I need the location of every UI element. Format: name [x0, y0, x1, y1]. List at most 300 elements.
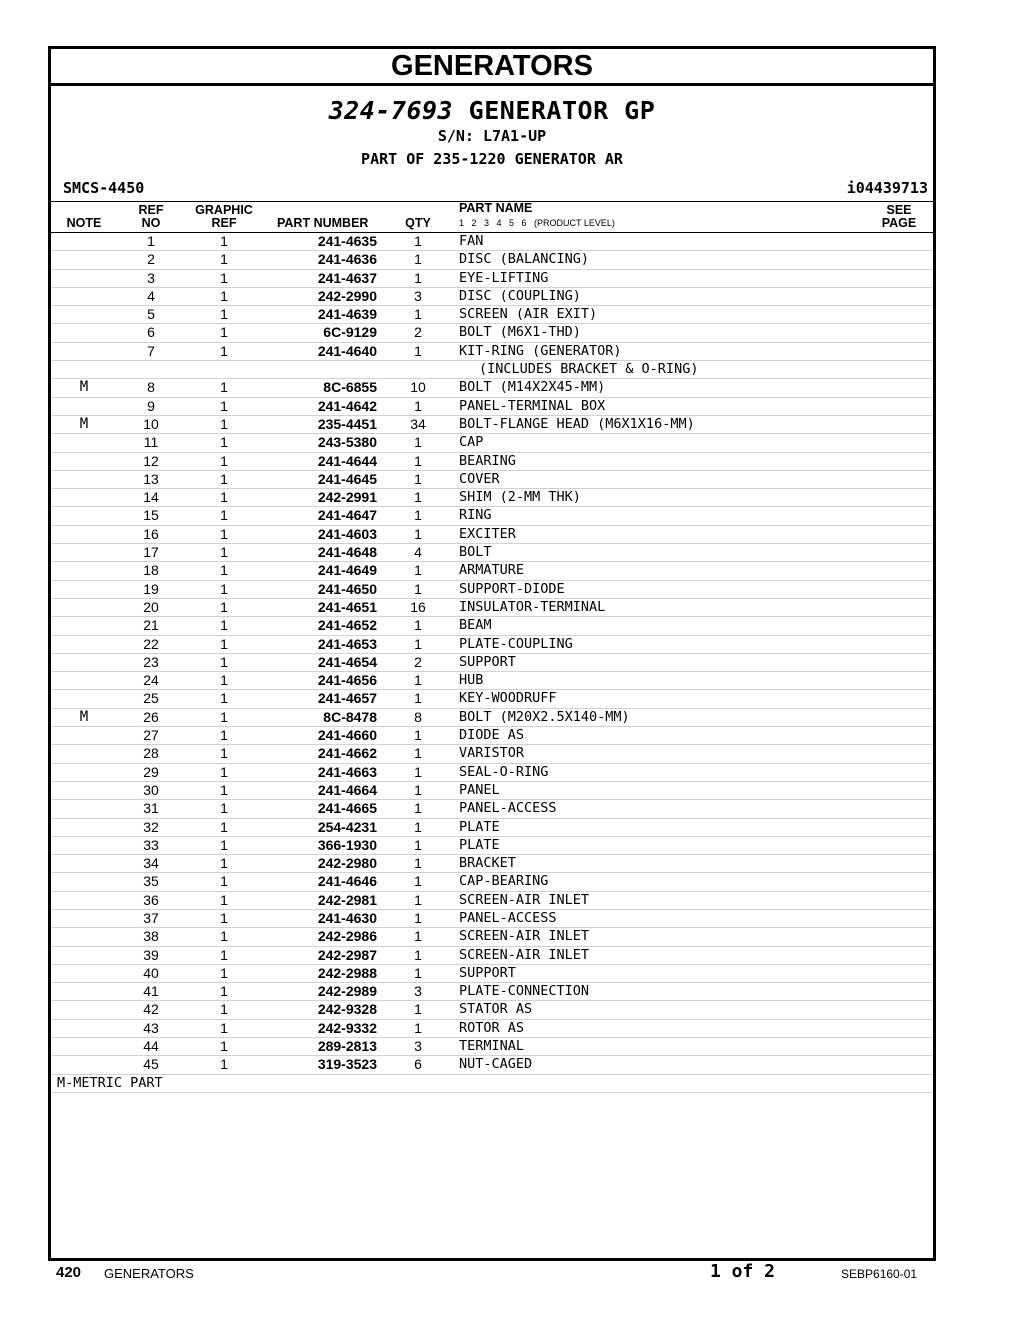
part-name-cell: KEY-WOODRUFF — [459, 690, 557, 707]
ref-no-cell: 41 — [143, 983, 159, 1000]
table-row — [51, 1038, 933, 1056]
part-number-cell: 241-4654 — [317, 653, 377, 670]
qty-cell: 1 — [414, 928, 422, 945]
part-name-cell: BOLT-FLANGE HEAD (M6X1X16-MM) — [459, 415, 695, 432]
qty-cell: 1 — [414, 580, 422, 597]
ref-no-cell: 44 — [143, 1038, 159, 1055]
qty-cell: 1 — [414, 855, 422, 872]
qty-cell: 1 — [414, 745, 422, 762]
part-name-cell: ARMATURE — [459, 562, 525, 579]
footnote-row — [51, 1075, 933, 1093]
graphic-ref-cell: 1 — [220, 1038, 228, 1055]
part-name-cell: COVER — [459, 470, 500, 487]
part-name-cell: BOLT (M20X2.5X140-MM) — [459, 708, 630, 725]
table-row — [51, 306, 933, 324]
part-number-cell: 235-4451 — [317, 415, 377, 432]
part-name-cell: TERMINAL — [459, 1038, 525, 1055]
part-name-cell: SCREEN-AIR INLET — [459, 946, 590, 963]
graphic-ref-cell: 1 — [220, 763, 228, 780]
page-number: 420 — [56, 1264, 82, 1281]
part-number-cell: 241-4644 — [317, 452, 377, 469]
part-name-cell: BOLT (M14X2X45-MM) — [459, 379, 606, 396]
graphic-ref-cell: 1 — [220, 342, 228, 359]
qty-cell: 1 — [414, 251, 422, 268]
qty-cell: 1 — [414, 964, 422, 981]
part-name-cell: DIODE AS — [459, 727, 525, 744]
ref-no-cell: 5 — [147, 306, 155, 323]
ref-no-cell: 38 — [143, 928, 159, 945]
table-row — [51, 471, 933, 489]
table-row — [51, 800, 933, 818]
part-name-cell: INSULATOR-TERMINAL — [459, 598, 606, 615]
part-number-cell: 241-4637 — [317, 269, 377, 286]
part-number-cell: 241-4636 — [317, 251, 377, 268]
table-row — [51, 928, 933, 946]
graphic-ref-cell: 1 — [220, 580, 228, 597]
graphic-ref-cell: 1 — [220, 855, 228, 872]
qty-cell: 1 — [414, 342, 422, 359]
part-name-cell: VARISTOR — [459, 745, 525, 762]
qty-cell: 1 — [414, 525, 422, 542]
part-name-cell: EXCITER — [459, 525, 516, 542]
ref-no-cell: 9 — [147, 397, 155, 414]
graphic-ref-cell: 1 — [220, 617, 228, 634]
ref-no-cell: 1 — [147, 233, 155, 249]
graphic-ref-cell: 1 — [220, 525, 228, 542]
ref-no-cell: 2 — [147, 251, 155, 268]
document-id: SEBP6160-01 — [841, 1267, 918, 1281]
graphic-ref-cell: 1 — [220, 708, 228, 725]
serial-range: S/N: L7A1-UP — [437, 127, 547, 145]
table-row — [51, 507, 933, 525]
part-name-cell: FAN — [459, 233, 484, 249]
ref-no-cell: 13 — [143, 470, 159, 487]
table-row — [51, 764, 933, 782]
table-row — [51, 416, 933, 434]
qty-cell: 1 — [414, 891, 422, 908]
table-row — [51, 910, 933, 928]
ref-no-cell: 36 — [143, 891, 159, 908]
col-note: NOTE — [66, 216, 102, 230]
part-name-cell: PANEL — [459, 781, 500, 798]
part-name-cell: SCREEN-AIR INLET — [459, 891, 590, 908]
part-number-cell: 241-4635 — [317, 233, 377, 249]
note-cell: M — [79, 415, 89, 432]
part-number-cell: 289-2813 — [317, 1038, 377, 1055]
graphic-ref-cell: 1 — [220, 306, 228, 323]
part-name-cell: SHIM (2-MM THK) — [459, 489, 581, 506]
table-row — [51, 1056, 933, 1074]
graphic-ref-cell: 1 — [220, 873, 228, 890]
table-row — [51, 398, 933, 416]
ref-no-cell: 18 — [143, 562, 159, 579]
table-row — [51, 965, 933, 983]
part-number-cell: 8C-8478 — [323, 708, 377, 725]
note-cell: M — [79, 708, 89, 725]
qty-cell: 10 — [410, 379, 426, 396]
table-row — [51, 690, 933, 708]
illustration-id: i04439713 — [846, 179, 928, 197]
table-row — [51, 270, 933, 288]
group-title — [51, 96, 933, 125]
qty-cell: 1 — [414, 397, 422, 414]
graphic-ref-cell: 1 — [220, 415, 228, 432]
part-name-cell: SCREEN-AIR INLET — [459, 928, 590, 945]
ref-no-cell: 20 — [143, 598, 159, 615]
part-number-cell: 6C-9129 — [323, 324, 377, 341]
graphic-ref-cell: 1 — [220, 964, 228, 981]
qty-cell: 1 — [414, 946, 422, 963]
qty-cell: 2 — [414, 653, 422, 670]
ref-no-cell: 6 — [147, 324, 155, 341]
qty-cell: 34 — [410, 415, 426, 432]
ref-no-cell: 19 — [143, 580, 159, 597]
part-name-cell: ROTOR AS — [459, 1019, 525, 1036]
qty-cell: 1 — [414, 470, 422, 487]
graphic-ref-cell: 1 — [220, 983, 228, 1000]
table-row — [51, 453, 933, 471]
part-name-cell: PANEL-TERMINAL BOX — [459, 397, 606, 414]
page-footer — [0, 1261, 1020, 1288]
part-name-cell: EYE-LIFTING — [459, 269, 549, 286]
graphic-ref-cell: 1 — [220, 745, 228, 762]
part-name-cell: BRACKET — [459, 855, 516, 872]
table-row — [51, 855, 933, 873]
ref-no-cell: 27 — [143, 727, 159, 744]
col-see-bottom: PAGE — [881, 216, 917, 230]
table-row — [51, 873, 933, 891]
part-name-cell: DISC (COUPLING) — [459, 287, 581, 304]
ref-no-cell: 10 — [143, 415, 159, 432]
qty-cell: 1 — [414, 489, 422, 506]
col-part-name: PART NAME — [459, 201, 533, 215]
part-number-cell: 241-4646 — [317, 873, 377, 890]
ref-no-cell: 45 — [143, 1056, 159, 1073]
qty-cell: 6 — [414, 1056, 422, 1073]
table-row — [51, 782, 933, 800]
part-name-cell: CAP — [459, 434, 484, 451]
part-name-cell: DISC (BALANCING) — [459, 251, 590, 268]
table-row — [51, 892, 933, 910]
part-name-cell: HUB — [459, 672, 484, 689]
table-row — [51, 745, 933, 763]
ref-no-cell: 32 — [143, 818, 159, 835]
part-number-cell: 242-9328 — [317, 1001, 377, 1018]
graphic-ref-cell: 1 — [220, 781, 228, 798]
graphic-ref-cell: 1 — [220, 269, 228, 286]
ref-no-cell: 24 — [143, 672, 159, 689]
part-name-cell: RING — [459, 507, 492, 524]
table-row — [51, 1020, 933, 1038]
qty-cell: 1 — [414, 617, 422, 634]
part-number-cell: 241-4650 — [317, 580, 377, 597]
qty-cell: 1 — [414, 818, 422, 835]
ref-no-cell: 37 — [143, 909, 159, 926]
qty-cell: 1 — [414, 909, 422, 926]
graphic-ref-cell: 1 — [220, 909, 228, 926]
part-name-cell: PLATE-CONNECTION — [459, 983, 590, 1000]
part-number-cell: 241-4662 — [317, 745, 377, 762]
ref-no-cell: 42 — [143, 1001, 159, 1018]
part-name-cell: PLATE-COUPLING — [459, 635, 573, 652]
ref-no-cell: 39 — [143, 946, 159, 963]
col-part-number: PART NUMBER — [277, 216, 369, 230]
qty-cell: 1 — [414, 1001, 422, 1018]
part-name-cell: CAP-BEARING — [459, 873, 549, 890]
qty-cell: 1 — [414, 269, 422, 286]
part-number-cell: 241-4665 — [317, 800, 377, 817]
qty-cell: 2 — [414, 324, 422, 341]
col-product-levels: 1 2 3 4 5 6 (PRODUCT LEVEL) — [459, 218, 615, 228]
graphic-ref-cell: 1 — [220, 928, 228, 945]
part-number-cell: 242-2990 — [317, 287, 377, 304]
part-number-cell: 241-4630 — [317, 909, 377, 926]
part-name-cell: BEARING — [459, 452, 516, 469]
graphic-ref-cell: 1 — [220, 287, 228, 304]
ref-no-cell: 40 — [143, 964, 159, 981]
graphic-ref-cell: 1 — [220, 800, 228, 817]
table-row — [51, 343, 933, 361]
graphic-ref-cell: 1 — [220, 507, 228, 524]
part-number-cell: 241-4642 — [317, 397, 377, 414]
qty-cell: 1 — [414, 507, 422, 524]
qty-cell: 1 — [414, 763, 422, 780]
ref-no-cell: 26 — [143, 708, 159, 725]
ref-no-cell: 3 — [147, 269, 155, 286]
ref-no-cell: 29 — [143, 763, 159, 780]
graphic-ref-cell: 1 — [220, 690, 228, 707]
qty-cell: 1 — [414, 434, 422, 451]
ref-no-cell: 12 — [143, 452, 159, 469]
table-row — [51, 654, 933, 672]
ref-no-cell: 7 — [147, 342, 155, 359]
part-number-cell: 241-4639 — [317, 306, 377, 323]
qty-cell: 1 — [414, 800, 422, 817]
part-name-cell: KIT-RING (GENERATOR) — [459, 342, 622, 359]
part-name-cell: SUPPORT — [459, 964, 516, 981]
ref-no-cell: 14 — [143, 489, 159, 506]
graphic-ref-cell: 1 — [220, 818, 228, 835]
table-row — [51, 599, 933, 617]
part-number-cell: 243-5380 — [317, 434, 377, 451]
ref-no-cell: 16 — [143, 525, 159, 542]
part-of: PART OF 235-1220 GENERATOR AR — [361, 150, 623, 168]
part-name-cell: PLATE — [459, 818, 500, 835]
page-of: 1 of 2 — [710, 1261, 776, 1282]
graphic-ref-cell: 1 — [220, 635, 228, 652]
col-qty: QTY — [405, 216, 431, 230]
table-row — [51, 526, 933, 544]
part-number-cell: 242-2987 — [317, 946, 377, 963]
qty-cell: 3 — [414, 287, 422, 304]
part-number-cell: 242-2980 — [317, 855, 377, 872]
part-number-cell: 241-4651 — [317, 598, 377, 615]
section-title: GENERATORS — [51, 49, 933, 86]
graphic-ref-cell: 1 — [220, 452, 228, 469]
part-number-cell: 241-4664 — [317, 781, 377, 798]
part-name-cell: SCREEN (AIR EXIT) — [459, 306, 598, 323]
part-number-cell: 241-4656 — [317, 672, 377, 689]
ref-no-cell: 4 — [147, 287, 155, 304]
ref-no-cell: 33 — [143, 836, 159, 853]
ref-no-cell: 17 — [143, 544, 159, 561]
part-number-cell: 241-4653 — [317, 635, 377, 652]
part-number-cell: 241-4645 — [317, 470, 377, 487]
ref-no-cell: 35 — [143, 873, 159, 890]
qty-cell: 1 — [414, 306, 422, 323]
graphic-ref-cell: 1 — [220, 1056, 228, 1073]
graphic-ref-cell: 1 — [220, 379, 228, 396]
part-number-cell: 241-4660 — [317, 727, 377, 744]
part-number-cell: 242-2989 — [317, 983, 377, 1000]
code-line — [51, 179, 933, 197]
table-row — [51, 288, 933, 306]
qty-cell: 1 — [414, 873, 422, 890]
part-number-cell: 242-2981 — [317, 891, 377, 908]
table-row — [51, 233, 933, 251]
qty-cell: 3 — [414, 983, 422, 1000]
graphic-ref-cell: 1 — [220, 836, 228, 853]
graphic-ref-cell: 1 — [220, 653, 228, 670]
part-number-cell: 241-4652 — [317, 617, 377, 634]
qty-cell: 16 — [410, 598, 426, 615]
graphic-ref-cell: 1 — [220, 1019, 228, 1036]
table-row — [51, 709, 933, 727]
qty-cell: 8 — [414, 708, 422, 725]
qty-cell: 1 — [414, 452, 422, 469]
graphic-ref-cell: 1 — [220, 891, 228, 908]
ref-no-cell: 21 — [143, 617, 159, 634]
graphic-ref-cell: 1 — [220, 434, 228, 451]
part-name-cell: BOLT (M6X1-THD) — [459, 324, 581, 341]
part-name-cell: SUPPORT — [459, 653, 516, 670]
part-number-cell: 241-4603 — [317, 525, 377, 542]
table-row — [51, 324, 933, 342]
note-cell: M — [79, 379, 89, 396]
part-name-cell: PANEL-ACCESS — [459, 800, 557, 817]
part-name-cell: (INCLUDES BRACKET & O-RING) — [479, 361, 699, 378]
table-row — [51, 727, 933, 745]
graphic-ref-cell: 1 — [220, 562, 228, 579]
ref-no-cell: 11 — [143, 434, 159, 451]
table-row — [51, 489, 933, 507]
table-row — [51, 434, 933, 452]
graphic-ref-cell: 1 — [220, 544, 228, 561]
graphic-ref-cell: 1 — [220, 727, 228, 744]
graphic-ref-cell: 1 — [220, 324, 228, 341]
footer-section: GENERATORS — [104, 1266, 194, 1281]
table-header — [51, 201, 933, 233]
qty-cell: 1 — [414, 672, 422, 689]
table-row — [51, 819, 933, 837]
qty-cell: 3 — [414, 1038, 422, 1055]
qty-cell: 1 — [414, 1019, 422, 1036]
ref-no-cell: 43 — [143, 1019, 159, 1036]
graphic-ref-cell: 1 — [220, 672, 228, 689]
qty-cell: 1 — [414, 635, 422, 652]
ref-no-cell: 8 — [147, 379, 155, 396]
part-number-cell: 241-4657 — [317, 690, 377, 707]
part-number-cell: 242-9332 — [317, 1019, 377, 1036]
table-row — [51, 562, 933, 580]
part-name-cell: PLATE — [459, 836, 500, 853]
part-name-cell: PANEL-ACCESS — [459, 909, 557, 926]
col-see-top: SEE — [886, 203, 912, 217]
graphic-ref-cell: 1 — [220, 598, 228, 615]
part-number-cell: 8C-6855 — [323, 379, 377, 396]
part-name-cell: STATOR AS — [459, 1001, 533, 1018]
ref-no-cell: 28 — [143, 745, 159, 762]
graphic-ref-cell: 1 — [220, 470, 228, 487]
graphic-ref-cell: 1 — [220, 1001, 228, 1018]
part-name-cell: NUT-CAGED — [459, 1056, 533, 1073]
table-row — [51, 983, 933, 1001]
qty-cell: 1 — [414, 562, 422, 579]
part-name-cell: SEAL-O-RING — [459, 763, 549, 780]
table-row — [51, 581, 933, 599]
graphic-ref-cell: 1 — [220, 946, 228, 963]
col-ref-bottom: NO — [141, 216, 161, 230]
metric-part-footnote: M-METRIC PART — [57, 1074, 163, 1091]
part-name-cell: SUPPORT-DIODE — [459, 580, 565, 597]
group-name: GENERATOR GP — [468, 96, 656, 125]
col-ref-top: REF — [138, 203, 164, 217]
col-gref-top: GRAPHIC — [195, 203, 253, 217]
ref-no-cell: 30 — [143, 781, 159, 798]
ref-no-cell: 34 — [143, 855, 159, 872]
table-row — [51, 636, 933, 654]
group-title-block — [51, 96, 933, 168]
qty-cell: 1 — [414, 836, 422, 853]
qty-cell: 1 — [414, 690, 422, 707]
ref-no-cell: 25 — [143, 690, 159, 707]
qty-cell: 1 — [414, 727, 422, 744]
table-row — [51, 837, 933, 855]
ref-no-cell: 22 — [143, 635, 159, 652]
page-frame — [48, 46, 936, 1261]
part-number-cell: 242-2986 — [317, 928, 377, 945]
table-row — [51, 361, 933, 379]
group-number: 324-7693 — [328, 96, 454, 125]
part-number-cell: 242-2988 — [317, 964, 377, 981]
graphic-ref-cell: 1 — [220, 489, 228, 506]
table-row — [51, 947, 933, 965]
part-name-cell: BEAM — [459, 617, 492, 634]
part-number-cell: 242-2991 — [317, 489, 377, 506]
qty-cell: 4 — [414, 544, 422, 561]
ref-no-cell: 31 — [143, 800, 159, 817]
table-row — [51, 251, 933, 269]
graphic-ref-cell: 1 — [220, 251, 228, 268]
col-gref-bottom: REF — [211, 216, 237, 230]
part-number-cell: 241-4649 — [317, 562, 377, 579]
graphic-ref-cell: 1 — [220, 397, 228, 414]
part-number-cell: 241-4648 — [317, 544, 377, 561]
part-number-cell: 319-3523 — [317, 1056, 377, 1073]
table-row — [51, 617, 933, 635]
graphic-ref-cell: 1 — [220, 233, 228, 249]
ref-no-cell: 15 — [143, 507, 159, 524]
part-number-cell: 241-4640 — [317, 342, 377, 359]
qty-cell: 1 — [414, 781, 422, 798]
part-number-cell: 366-1930 — [317, 836, 377, 853]
table-row — [51, 1001, 933, 1019]
table-row — [51, 672, 933, 690]
ref-no-cell: 23 — [143, 653, 159, 670]
table-row — [51, 379, 933, 397]
part-number-cell: 254-4231 — [317, 818, 377, 835]
part-number-cell: 241-4663 — [317, 763, 377, 780]
